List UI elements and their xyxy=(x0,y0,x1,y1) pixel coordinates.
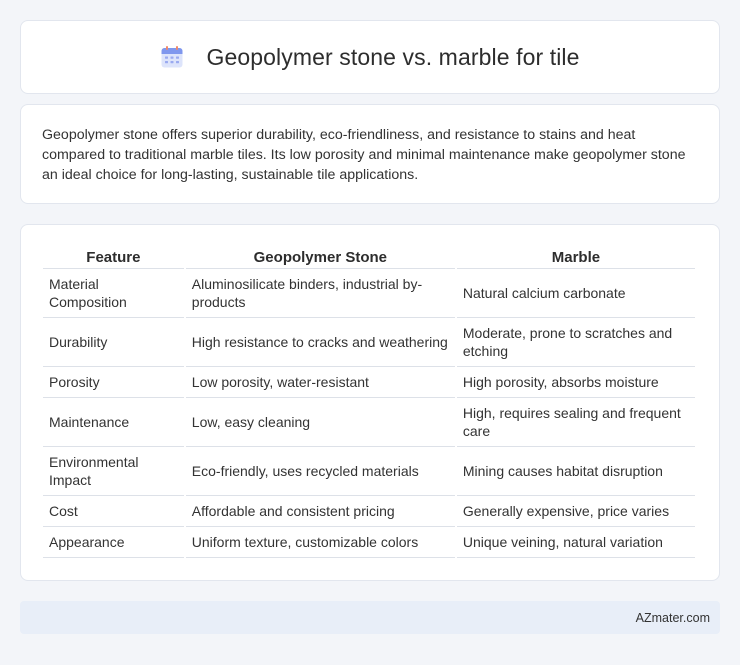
column-header-feature: Feature xyxy=(43,247,184,269)
marble-cell: Generally expensive, price varies xyxy=(457,496,695,527)
feature-cell: Porosity xyxy=(43,367,184,398)
marble-cell: Moderate, prone to scratches and etching xyxy=(457,318,695,367)
footer-site-link[interactable]: AZmater.com xyxy=(635,610,710,625)
table-row xyxy=(43,496,695,527)
marble-cell: Unique veining, natural variation xyxy=(457,527,695,558)
description-card xyxy=(20,104,720,204)
comparison-card xyxy=(20,224,720,581)
geopolymer-cell: Uniform texture, customizable colors xyxy=(186,527,455,558)
title-card xyxy=(20,20,720,94)
marble-cell: Mining causes habitat disruption xyxy=(457,447,695,496)
geopolymer-cell: Low porosity, water-resistant xyxy=(186,367,455,398)
table-row xyxy=(43,398,695,447)
page-title: Geopolymer stone vs. marble for tile xyxy=(206,43,580,70)
table-row xyxy=(43,318,695,367)
geopolymer-cell: Eco-friendly, uses recycled materials xyxy=(186,447,455,496)
footer-bar xyxy=(20,601,720,634)
feature-cell: Material Composition xyxy=(43,269,184,318)
table-row xyxy=(43,447,695,496)
column-header-geopolymer: Geopolymer Stone xyxy=(186,247,455,269)
feature-cell: Maintenance xyxy=(43,398,184,447)
feature-cell: Appearance xyxy=(43,527,184,558)
feature-cell: Cost xyxy=(43,496,184,527)
column-header-marble: Marble xyxy=(457,247,695,269)
geopolymer-cell: High resistance to cracks and weathering xyxy=(186,318,455,367)
geopolymer-cell: Aluminosilicate binders, industrial by-products xyxy=(186,269,455,318)
marble-cell: High porosity, absorbs moisture xyxy=(457,367,695,398)
geopolymer-cell: Low, easy cleaning xyxy=(186,398,455,447)
marble-cell: High, requires sealing and frequent care xyxy=(457,398,695,447)
title-wrap xyxy=(160,44,579,71)
table-header-row xyxy=(43,247,695,269)
marble-cell: Natural calcium carbonate xyxy=(457,269,695,318)
description-text: Geopolymer stone offers superior durability, eco-friendliness, and resistance to stains and heat compared to traditional marble tiles. Its low porosity and minimal maintenance make geopolymer stone an ideal choice for long-lasting, sustainable tile applications. xyxy=(42,127,686,183)
calendar-icon xyxy=(160,45,184,69)
table-row xyxy=(43,269,695,318)
comparison-table xyxy=(41,247,697,558)
table-row xyxy=(43,367,695,398)
feature-cell: Environmental Impact xyxy=(43,447,184,496)
feature-cell: Durability xyxy=(43,318,184,367)
table-row xyxy=(43,527,695,558)
geopolymer-cell: Affordable and consistent pricing xyxy=(186,496,455,527)
